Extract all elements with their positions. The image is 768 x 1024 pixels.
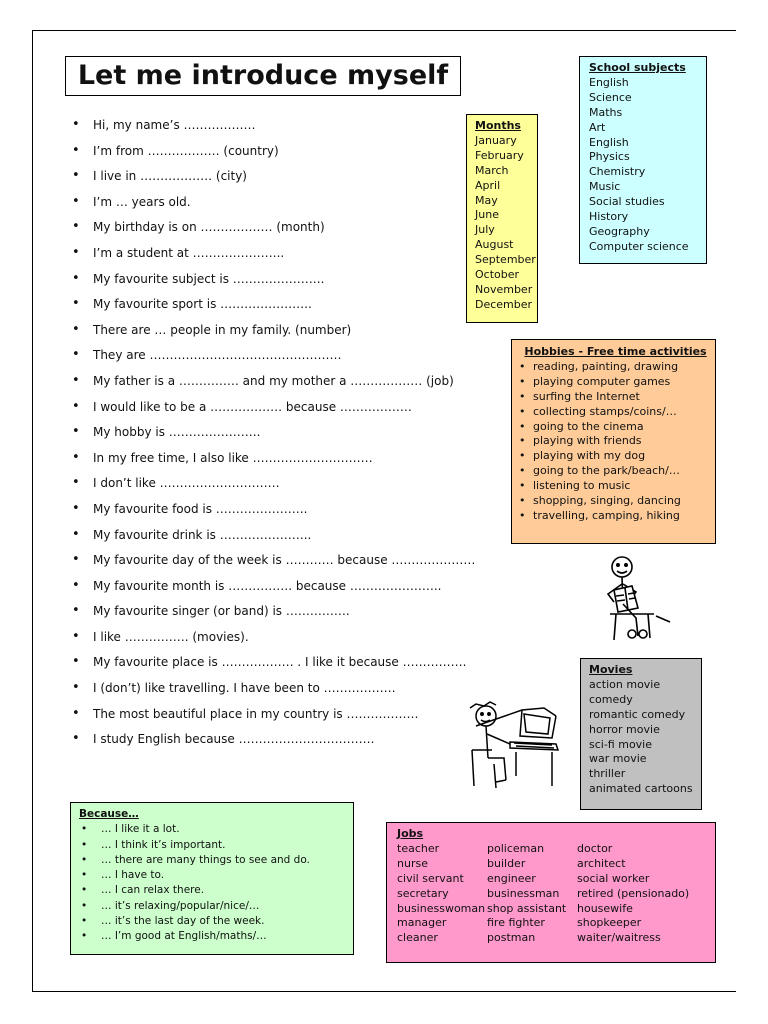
question-item: • I’m … years old. xyxy=(72,191,542,217)
job-item: manager xyxy=(397,916,447,930)
question-item: • My hobby is ………………….. xyxy=(72,421,542,447)
subject-item: Physics xyxy=(589,150,630,164)
jobs-grid xyxy=(397,842,715,946)
question-item: • I would like to be a ……………… because ……………… xyxy=(72,396,542,422)
subject-item: Music xyxy=(589,180,621,194)
job-item: businesswoman xyxy=(397,901,486,915)
school-subjects-box xyxy=(579,56,707,264)
subject-item: Social studies xyxy=(589,195,665,209)
job-item: builder xyxy=(487,856,526,870)
because-box xyxy=(70,802,354,955)
month-item: September xyxy=(475,253,536,267)
months-heading: Months xyxy=(475,119,521,132)
job-item: fire fighter xyxy=(487,916,545,930)
because-item: • … I think it’s important. xyxy=(79,838,353,853)
subject-item: Maths xyxy=(589,105,623,119)
question-item: • I’m from ……………… (country) xyxy=(72,140,542,166)
movie-item: comedy xyxy=(589,692,633,706)
month-item: August xyxy=(475,238,514,252)
subject-item: Computer science xyxy=(589,239,689,253)
movie-item: action movie xyxy=(589,677,661,691)
jobs-heading: Jobs xyxy=(397,827,424,840)
question-item: • Hi, my name’s ……………… xyxy=(72,114,542,140)
hobbies-heading: Hobbies - Free time activities xyxy=(524,345,707,358)
job-item: shopkeeper xyxy=(577,916,642,930)
because-item: • … I have to. xyxy=(79,868,353,883)
hobby-item: • collecting stamps/coins/… xyxy=(516,405,715,420)
job-item: doctor xyxy=(577,841,613,855)
question-item: • My favourite singer (or band) is ……………. xyxy=(72,600,542,626)
reading-kid-illustration xyxy=(596,552,676,648)
job-item: nurse xyxy=(397,856,428,870)
question-item: • My favourite subject is ………………….. xyxy=(72,268,542,294)
question-item: • I live in ……………… (city) xyxy=(72,165,542,191)
job-item: policeman xyxy=(487,841,545,855)
movies-heading: Movies xyxy=(589,663,633,676)
job-item: social worker xyxy=(577,871,650,885)
hobby-item: • going to the park/beach/… xyxy=(516,464,715,479)
movies-box xyxy=(580,658,702,810)
subject-item: English xyxy=(589,75,629,89)
hobby-item: • going to the cinema xyxy=(516,420,715,435)
month-item: April xyxy=(475,178,501,192)
job-item: teacher xyxy=(397,841,440,855)
subject-item: English xyxy=(589,135,629,149)
month-item: July xyxy=(475,223,495,237)
subject-item: Art xyxy=(589,120,606,134)
hobby-item: • playing with my dog xyxy=(516,449,715,464)
months-box xyxy=(466,114,538,323)
job-item: civil servant xyxy=(397,871,464,885)
month-item: December xyxy=(475,297,533,311)
job-item: postman xyxy=(487,931,536,945)
month-item: May xyxy=(475,193,498,207)
because-item: • … it’s relaxing/popular/nice/… xyxy=(79,899,353,914)
hobby-item: • playing with friends xyxy=(516,434,715,449)
hobby-item: • travelling, camping, hiking xyxy=(516,509,715,524)
hobby-item: • shopping, singing, dancing xyxy=(516,494,715,509)
hobby-item: • listening to music xyxy=(516,479,715,494)
month-item: October xyxy=(475,268,520,282)
month-item: November xyxy=(475,282,533,296)
month-item: February xyxy=(475,148,524,162)
question-item: • My favourite sport is ………………….. xyxy=(72,293,542,319)
question-item: • My favourite month is ……………. because ………………….. xyxy=(72,575,542,601)
job-item: secretary xyxy=(397,886,449,900)
subject-item: History xyxy=(589,210,629,224)
hobby-item: • reading, painting, drawing xyxy=(516,360,715,375)
question-item: • My favourite food is ………………….. xyxy=(72,498,542,524)
movie-item: horror movie xyxy=(589,722,660,736)
question-item: • In my free time, I also like ………………………… xyxy=(72,447,542,473)
question-item: • I’m a student at ………………….. xyxy=(72,242,542,268)
hobby-item: • surfing the Internet xyxy=(516,390,715,405)
movie-item: romantic comedy xyxy=(589,707,686,721)
month-item: June xyxy=(475,208,499,222)
question-item: • They are ………………………………………… xyxy=(72,344,542,370)
movie-item: sci-fi movie xyxy=(589,737,653,751)
because-item: • … it’s the last day of the week. xyxy=(79,914,353,929)
hobby-item: • playing computer games xyxy=(516,375,715,390)
question-item: • There are … people in my family. (number) xyxy=(72,319,542,345)
because-item: • … there are many things to see and do. xyxy=(79,853,353,868)
job-item: shop assistant xyxy=(487,901,567,915)
question-item: • My father is a …………… and my mother a ……………… (job) xyxy=(72,370,542,396)
question-item: • My favourite day of the week is ………… because ………………… xyxy=(72,549,542,575)
question-item: • The most beautiful place in my country is ……………… xyxy=(72,703,542,729)
question-item: • My birthday is on ……………… (month) xyxy=(72,216,542,242)
question-item: • I don’t like ………………………… xyxy=(72,472,542,498)
question-item: • My favourite drink is ………………….. xyxy=(72,524,542,550)
subject-item: Geography xyxy=(589,224,650,238)
because-heading: Because… xyxy=(79,808,139,820)
because-item: • … I like it a lot. xyxy=(79,822,353,837)
month-item: March xyxy=(475,163,509,177)
subject-item: Chemistry xyxy=(589,165,646,179)
question-item: • My favourite place is ……………… . I like it because ……………. xyxy=(72,651,542,677)
question-item: • I like ……………. (movies). xyxy=(72,626,542,652)
job-item: cleaner xyxy=(397,931,438,945)
question-item: • I study English because ……………………………. xyxy=(72,728,542,754)
hobbies-box xyxy=(511,339,716,544)
subject-item: Science xyxy=(589,90,632,104)
computer-kid-illustration xyxy=(466,696,562,792)
job-item: retired (pensionado) xyxy=(577,886,690,900)
school-subjects-heading: School subjects xyxy=(589,61,686,74)
job-item: engineer xyxy=(487,871,536,885)
movie-item: thriller xyxy=(589,767,626,781)
month-item: January xyxy=(475,133,517,147)
because-item: • … I’m good at English/maths/… xyxy=(79,929,353,944)
job-item: architect xyxy=(577,856,626,870)
because-item: • … I can relax there. xyxy=(79,883,353,898)
movie-item: animated cartoons xyxy=(589,782,693,796)
jobs-box xyxy=(386,822,716,963)
job-item: housewife xyxy=(577,901,633,915)
movie-item: war movie xyxy=(589,752,647,766)
job-item: businessman xyxy=(487,886,560,900)
page-title: Let me introduce myself xyxy=(65,56,461,96)
job-item: waiter/waitress xyxy=(577,931,661,945)
question-item: • I (don’t) like travelling. I have been to ……………… xyxy=(72,677,542,703)
